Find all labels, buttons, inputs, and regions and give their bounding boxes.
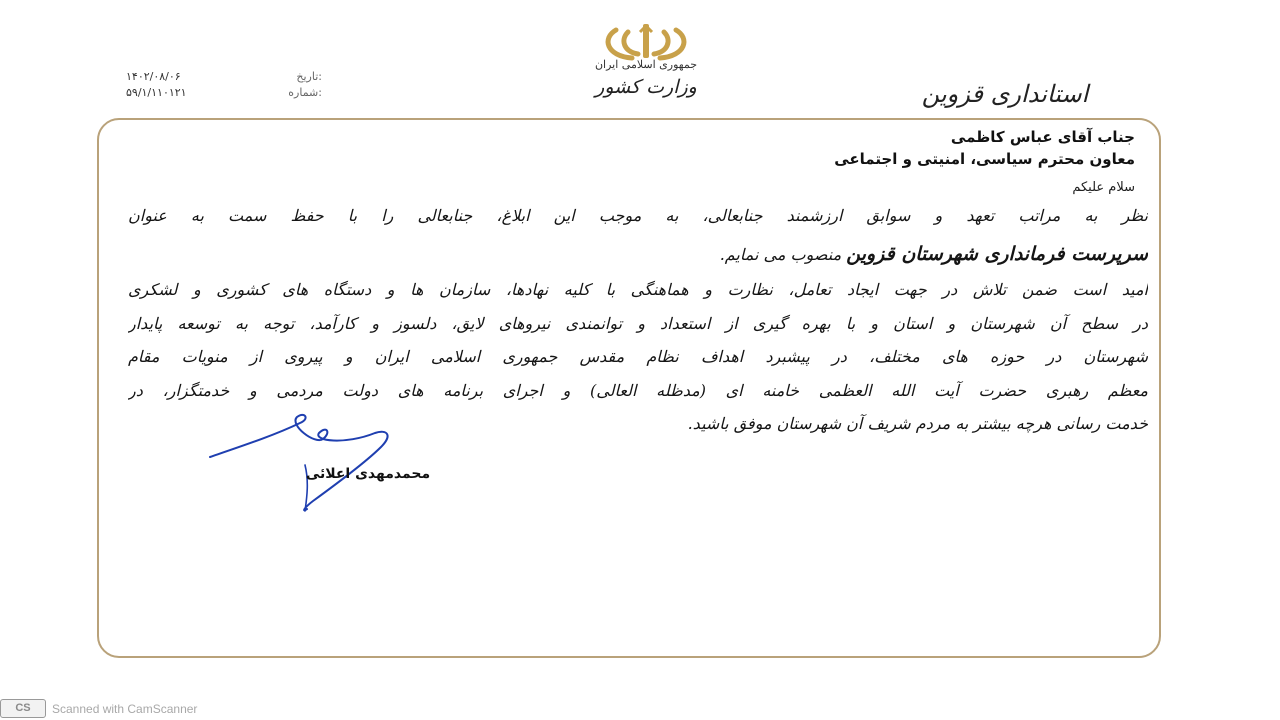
- appointment-tail: منصوب می نمایم.: [719, 245, 842, 264]
- salutation: سلام علیکم: [1072, 180, 1135, 195]
- iran-emblem-icon: [596, 22, 696, 62]
- ministry-title: وزارت کشور: [595, 76, 697, 98]
- date-label: تاریخ:: [296, 70, 322, 83]
- body-line: [128, 243, 1148, 265]
- recipient-name: جناب آقای عباس کاظمی: [950, 128, 1135, 146]
- body-line: شهرستان در حوزه های مختلف، در پیشبرد اهداف نظام مقدس جمهوری اسلامی ایران و پیروی از منویات مقام: [128, 347, 1148, 366]
- number-value: ۵۹/۱/۱۱۰۱۲۱: [126, 86, 187, 99]
- signer-name: محمدمهدی اعلائی: [305, 466, 431, 482]
- body-line: نظر به مراتب تعهد و سوابق ارزشمند جنابعالی، به موجب این ابلاغ، جنابعالی را با حفظ سمت به عنوان: [128, 206, 1148, 225]
- body-line: معظم رهبری حضرت آیت الله العظمی خامنه ای (مدظله العالی) و اجرای برنامه های دولت مردمی و خدمتگزار، در: [128, 381, 1148, 400]
- governorate-title: استانداری قزوین: [921, 80, 1089, 108]
- body-line: خدمت رسانی هرچه بیشتر به مردم شریف آن شهرستان موفق باشید.: [687, 414, 1148, 433]
- letter-date: [112, 70, 322, 86]
- camscanner-watermark: Scanned with CamScanner: [52, 702, 198, 716]
- body-line: امید است ضمن تلاش در جهت ایجاد تعامل، نظارت و هماهنگی با کلیه نهادها، سازمان ها و دستگاه های کشوری و لشکری: [128, 280, 1148, 299]
- number-label: شماره:: [288, 86, 322, 99]
- republic-line: جمهوری اسلامی ایران: [594, 58, 698, 71]
- signature-image: [205, 405, 405, 525]
- date-value: ۱۴۰۲/۰۸/۰۶: [126, 70, 181, 83]
- appointment-title: سرپرست فرمانداری شهرستان قزوین: [846, 243, 1148, 265]
- recipient-role: معاون محترم سیاسی، امنیتی و اجتماعی: [834, 150, 1135, 168]
- letter-number: [112, 86, 322, 102]
- body-line: در سطح آن شهرستان و استان و با بهره گیری از استعداد و توانمندی نیروهای لایق، دلسوز و کارآمد، توجه به توسعه پایدار: [128, 314, 1148, 333]
- camscanner-logo-icon: CS: [0, 699, 46, 718]
